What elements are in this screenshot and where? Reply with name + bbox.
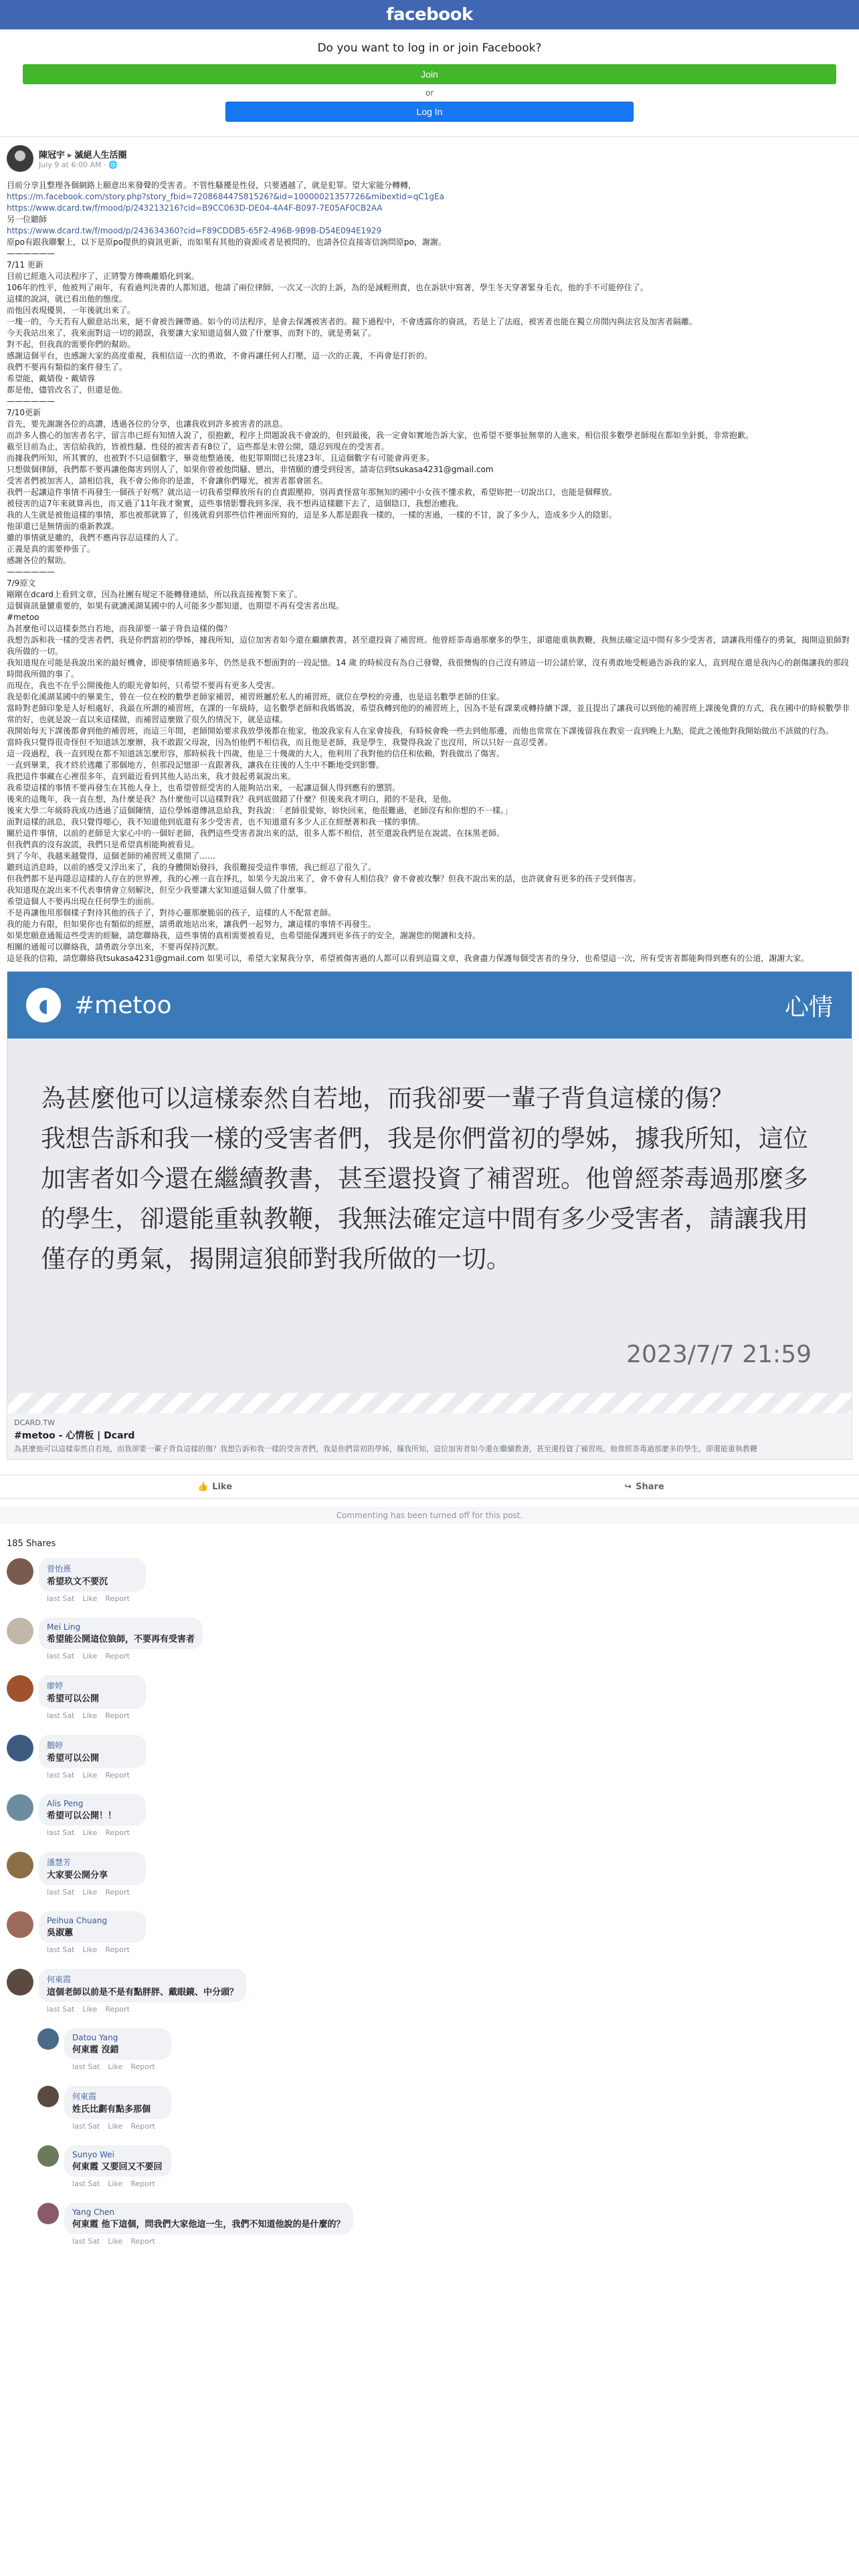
- share-bubble: [39, 1675, 146, 1709]
- share-actions: [64, 2177, 171, 2188]
- post-paragraph: 我們不要再有類似的案件發生了。: [7, 362, 128, 372]
- share-report-link[interactable]: Report: [105, 1945, 130, 1954]
- shared-link-card[interactable]: [7, 971, 852, 1460]
- share-entry: [0, 1852, 859, 1897]
- share-like-link[interactable]: Like: [108, 2237, 123, 2246]
- post-paragraph: 後來大學二年級時我成功透過了這個陳情，這位學姊還傳訊息給我，對我說：「老師很愛妳，妳快回來，他很難過，老師沒有和你想的不一樣。」: [7, 806, 513, 815]
- share-content: [39, 1969, 246, 2014]
- share-content: [39, 1794, 146, 1837]
- sharer-avatar[interactable]: [7, 1735, 33, 1761]
- share-label: Share: [636, 1481, 664, 1492]
- card-domain: DCARD.TW: [14, 1418, 55, 1427]
- share-text: 希望可以公開！！: [47, 1811, 117, 1821]
- share-text: 希望可以公開: [47, 1753, 100, 1763]
- author-avatar[interactable]: [7, 145, 33, 172]
- post-paragraph: 今天我站出來了，我來面對這一切的錯誤，我要讓大家知道這個人做了什麼事，而對下的，就是勇氣了。: [7, 328, 377, 338]
- sharer-avatar[interactable]: [7, 1911, 33, 1938]
- share-bubble: [64, 2145, 171, 2177]
- share-time[interactable]: last Sat: [47, 1828, 75, 1837]
- card-description: 為甚麼他可以這樣泰然自若地，而我卻要一輩子背負這樣的傷？我想告訴和我一樣的受害者們，我是你們當初的學姊，據我所知，這位加害者如今還在繼續教書，甚至還投資了補習班。他曾經荼毒過那麼多的學生，卻還能重執教鞭: [14, 1444, 757, 1453]
- share-content: [64, 2145, 171, 2188]
- post-paragraph: 我把這件事藏在心裡很多年，直到最近看到其他人站出來，我才鼓起勇氣說出來。: [7, 772, 296, 781]
- share-text: 大家要公開分享: [47, 1870, 108, 1881]
- share-text: 希望能公開這位狼師，不要再有受害者: [47, 1634, 195, 1644]
- card-board-name: 心情: [784, 993, 833, 1021]
- share-report-link[interactable]: Report: [105, 1652, 130, 1660]
- share-report-link[interactable]: Report: [130, 2122, 155, 2131]
- post-paragraph: 感謝這個平台，也感謝大家的高度重視，我相信這一次的勇敢，不會再讓任何人打壓，這一次的正義，不再會是打折的。: [7, 351, 433, 360]
- sharer-name[interactable]: Datou Yang: [72, 2033, 118, 2042]
- share-bubble: [39, 1852, 146, 1885]
- share-text: 希望可以公開: [47, 1694, 100, 1704]
- post-body: [7, 180, 852, 964]
- share-like-link[interactable]: Like: [82, 1771, 98, 1780]
- post-paragraph: 目前分享且整理各個網路上願意出來發聲的受害者。不管性騷擾是性侵，只要遇越了，就是犯罪。望大家能分轉轉，: [7, 181, 417, 190]
- share-report-link[interactable]: Report: [105, 2005, 130, 2014]
- share-entry: [0, 2145, 859, 2188]
- post-paragraph: 目前已經進入司法程序了，正將警方傳喚離婚化到案。: [7, 272, 200, 281]
- card-image-edge: [7, 1393, 852, 1413]
- post-paragraph: 只想做個律師，我們都不要再讓他傷害到別人了，如果你曾被他問騷、戀出，非情願的遭受到侵害，請寄信到tsukasa4231@gmail.com: [7, 465, 494, 474]
- post-paragraph: 這個資訊量蠻重要的，如果有就讀溪湖某國中的人可能多少都知道，也期望不再有受害者出現。: [7, 601, 345, 611]
- post-paragraph: 這是我的信箱，請您聯絡我tsukasa4231@gmail.com 如果可以，希望大家幫我分享，希望被傷害過的人都可以看到這篇文章，我會盡力保護每個受害者的身分，也希望這一次，所有受害者都能夠得到應有的公道，謝謝大家。: [7, 954, 809, 963]
- post-paragraph: 而許多人擔心的加害者名字，留言串已經有知情人說了，很抱歉，程序上問題說我不會說的，但到最後，我一定會如實地告訴大家，也希望不要事扯無辜的人進來，相信很多數學老師現在都如坐針氈，非常抱歉。: [7, 431, 754, 440]
- shares-list: [0, 1558, 859, 2246]
- sharer-name[interactable]: 曾怡熹: [47, 1564, 72, 1574]
- sharer-avatar[interactable]: [7, 1618, 33, 1644]
- share-content: [39, 1735, 146, 1780]
- like-label: Like: [212, 1481, 233, 1492]
- share-time[interactable]: last Sat: [47, 1652, 75, 1660]
- sharer-avatar[interactable]: [7, 1675, 33, 1702]
- share-entry: [0, 2203, 859, 2246]
- share-content: [39, 1911, 146, 1954]
- share-time[interactable]: last Sat: [47, 1888, 75, 1897]
- author-name[interactable]: 陳冠宇: [39, 150, 66, 160]
- share-content: [64, 2086, 171, 2131]
- post-paragraph: 當時對老師印象是人好相處好，我最在所謂的補習班，在課的一年級時，這名數學老師和我媽媽說，希望我轉到他的的補習班上，因為不是有課業或轉持續下課，並且提出了讓我可以到他的補習班上課後免費的方式，我在國中的時候數學非常的好，也就是說一直以來這樣做，而補習這麼做了很久的情況下，就是這樣。: [7, 704, 850, 724]
- login-button[interactable]: Log In: [225, 102, 634, 122]
- post-paragraph: 7/9原文: [7, 578, 36, 588]
- post-paragraph: 我知道現在可能是我說出來的最好機會，即使事情經過多年，仍然是我不想面對的一段記憶。14 歲 的時候沒有為自己發聲，我很懊悔的自己沒有將這一切公諸於眾，沒有勇敢地受輕過告訴我的家人，直到現在還是我內心的創傷讓我的那段時間我所做的事了。: [7, 658, 849, 679]
- arrow-right-icon: ▸: [68, 150, 72, 160]
- share-like-link[interactable]: Like: [82, 2005, 98, 2014]
- post-paragraph: 他卻還已是無情面的重新教課。: [7, 522, 120, 531]
- share-actions: [64, 2060, 171, 2071]
- sharer-name[interactable]: 何東霞: [47, 1975, 72, 1984]
- sharer-avatar[interactable]: [37, 2145, 59, 2167]
- post-paragraph: 我開始每天下課後都會到他的補習班，而這三年間，老師開始要求我放學後都在他家，他說我家有人在家會接我，有時候會晚一些去到他那邊，而他也常常在下課後留我在教室一直到晚上九點，從此之後他對我開始做出不該做的行為。: [7, 726, 834, 736]
- post-paragraph: 後來的這幾年，我一直在想，為什麼是我？為什麼他可以這樣對我？我到底做錯了什麼？但後來我才明白，錯的不是我，是他。: [7, 794, 457, 804]
- post-paragraph: 受害者們被加害人，請相信我，我不會公佈你的是誰，不會讓你們曝光，被害者都會匿名。: [7, 476, 328, 486]
- card-image-time: 2023/7/7 21:59: [626, 1341, 812, 1368]
- share-bubble: [39, 1794, 146, 1826]
- share-text: 何東霞 又要回又不要回: [72, 2162, 163, 2172]
- sharer-avatar[interactable]: [7, 1969, 33, 1996]
- author-line: [39, 148, 127, 160]
- share-arrow-icon: ↪: [624, 1481, 632, 1492]
- post-paragraph: 我們一起讓這件事情不再發生一個孩子好嗎？就出這一切我希望釋放所有的自責跟壓抑，別再責怪當年那無知的國中小女孩不懂求救，希望妳把一切說出口，也能是個釋放。: [7, 488, 617, 497]
- share-like-link[interactable]: Like: [82, 1828, 98, 1837]
- post-header: [7, 145, 852, 172]
- share-time[interactable]: last Sat: [72, 2122, 100, 2131]
- sharer-name[interactable]: 潘慧芳: [47, 1858, 72, 1867]
- like-button[interactable]: [0, 1482, 430, 1492]
- share-actions: [39, 1943, 146, 1954]
- share-like-link[interactable]: Like: [82, 1594, 98, 1603]
- post-paragraph: 7/11 更新: [7, 260, 43, 270]
- share-time[interactable]: last Sat: [72, 2237, 100, 2246]
- post-paragraph: 我知道現在說出來不代表事情會立刻解決，但至少我要讓大家知道這個人做了什麼事。: [7, 885, 312, 895]
- post-paragraph: 而他因表現優異，一年後就出來了。: [7, 306, 136, 315]
- share-actions: [39, 2002, 246, 2014]
- share-report-link[interactable]: Report: [105, 1888, 130, 1897]
- share-content: [39, 1852, 146, 1897]
- share-time[interactable]: last Sat: [72, 2062, 100, 2071]
- share-like-link[interactable]: Like: [108, 2062, 123, 2071]
- post-paragraph: 到了今年，我越來越覺得，這個老師的補習班又重開了……: [7, 851, 216, 861]
- post-paragraph: 但我們都不是再隱忍這樣的人存在的世界裡，我的心裡一直在掙扎，如果今天說出來了，會不會有人相信我？會不會被攻擊？但我不說出來的話，也許就會有更多的孩子受到傷害。: [7, 874, 642, 883]
- share-entry: [0, 1794, 859, 1837]
- share-entry: [0, 2086, 859, 2131]
- sharer-name[interactable]: Yang Chen: [72, 2208, 115, 2217]
- sharer-name[interactable]: Alis Peng: [47, 1799, 84, 1808]
- share-like-link[interactable]: Like: [82, 1945, 98, 1954]
- share-report-link[interactable]: Report: [105, 1771, 130, 1780]
- post-paragraph: 截至目前為止，害信給我的，皆被性騷、性侵的被害者有8位了，這些都是未曾公開，隱忍到現在的受害者。: [7, 442, 389, 451]
- share-bubble: [39, 1911, 146, 1943]
- sharer-avatar[interactable]: [7, 1558, 33, 1585]
- post-paragraph: 我想告訴和我一樣的受害者們，我是你們當初的學姊，據我所知，這位加害者如今還在繼續教書，甚至還投資了補習班。他曾經荼毒過那麼多的學生，卻還能重執教鞭，我無法確定這中間有多少受害者，請讓我用僅存的勇氣，揭開這狼師對我所做的一切。: [7, 635, 850, 656]
- post-actions: [0, 1475, 859, 1499]
- share-text: 這個老師以前是不是有點胖胖、戴眼鏡、中分頭？: [47, 1988, 239, 1998]
- join-button[interactable]: Join: [23, 64, 836, 84]
- post-paragraph: 首先，要先謝謝各位的高讚，透過各位的分享，也讓我收到許多被害者的訊息。: [7, 419, 288, 429]
- post-paragraph: 我是彰化溪湖某國中的畢業生，曾在一位在校的數學老師家補習，補習班屬於私人的補習班，就位在學校的旁邊，也是這名數學老師的住家。: [7, 692, 505, 702]
- share-report-link[interactable]: Report: [130, 2179, 155, 2188]
- post-paragraph: 希望能，戴婧俊・戴婧蓉: [7, 374, 96, 383]
- card-image: [7, 972, 852, 1413]
- group-name[interactable]: 滅絕人生活圈: [74, 150, 127, 160]
- share-actions: [39, 1649, 203, 1660]
- share-actions: [39, 1709, 146, 1720]
- share-actions: [39, 1768, 146, 1780]
- post-paragraph: 聽到這消息時，以前的感受又浮出來了，我的身體開始發抖，我很難接受這件事情，我已經忍了很久了。: [7, 863, 377, 872]
- share-actions: [39, 1885, 146, 1897]
- post-link[interactable]: https://m.facebook.com/story.php?story_fbid=720868447581526?&id=10000021357726&mibextid=qC1gEa: [7, 192, 444, 201]
- post-paragraph: 原po有跟我聯繫上，以下是原po提供的資訊更新，而如果有其他的資源或者是被問的，也請各位直接寄信詢問原po，謝謝。: [7, 237, 446, 247]
- card-title[interactable]: #metoo - 心情板 | Dcard: [14, 1430, 135, 1441]
- share-actions: [64, 2119, 171, 2131]
- post-paragraph: ——————: [7, 249, 55, 258]
- post-paragraph: 感謝各位的幫助。: [7, 556, 72, 565]
- share-text: 何東霞 沒錯: [72, 2045, 119, 2055]
- or-label: or: [425, 88, 434, 98]
- post-link[interactable]: https://www.dcard.tw/f/mood/p/243213216?cid=B9CC063D-DE04-4A4F-B097-7E05AF0CB2AA: [7, 203, 383, 213]
- share-bubble: [39, 1735, 146, 1768]
- post-paragraph: 我的人生就是被他這樣的事情，那也被那就算了，但後就看到那些信件裡面所寫的，這是多人都是跟我一樣的，一樣的害過，一樣的不甘，說了多少人，造成多少人的陰影。: [7, 510, 617, 520]
- post-paragraph: 這樣的說詞，就已看出他的態度。: [7, 294, 128, 304]
- post-paragraph: 我希望這樣的事情不要再發生在其他人身上，也希望曾經受害的人能夠站出來，一起讓這個人得到應有的懲罰。: [7, 783, 401, 792]
- post-paragraph: #metoo: [7, 613, 39, 622]
- sharer-avatar[interactable]: [37, 2028, 59, 2050]
- post-paragraph: 剛剛在dcard上看到文章，因為社團有規定不能轉發連結，所以我直接複製下來了。: [7, 590, 302, 599]
- share-like-link[interactable]: Like: [108, 2122, 123, 2131]
- sharer-name[interactable]: 何東霞: [72, 2092, 97, 2101]
- post-link[interactable]: https://www.dcard.tw/f/mood/p/243634360?cid=F89CDDB5-65F2-496B-9B9B-D54E094E1929: [7, 226, 382, 235]
- share-entry: [0, 1618, 859, 1660]
- share-text: 何東霞 他下這個，問我們大家他這一生，我們不知道他說的是什麼的？: [72, 2220, 345, 2230]
- share-content: [64, 2028, 171, 2071]
- share-report-link[interactable]: Report: [130, 2237, 155, 2246]
- post-paragraph: 一直到畢業，我才終於逃離了那個地方，但那段記憶卻一直跟著我，讓我在往後的人生中不斷地受到影響。: [7, 760, 385, 770]
- share-entry: [0, 1969, 859, 2014]
- share-bubble: [39, 1969, 246, 2002]
- facebook-logo[interactable]: facebook: [386, 5, 473, 25]
- post-paragraph: 對不起，但我真的需要你們的幫助。: [7, 340, 136, 349]
- post-paragraph: 7/10更新: [7, 408, 41, 417]
- thumbs-up-icon: 👍: [197, 1481, 209, 1492]
- post-paragraph: 希望這個人不要再出現在任何學生的面前。: [7, 897, 160, 906]
- share-actions: [39, 1826, 146, 1837]
- sharer-avatar[interactable]: [37, 2203, 59, 2224]
- dcard-logo-icon: ◖: [26, 988, 61, 1023]
- post-paragraph: 這一段過程，我一直到現在都不知道該怎麼形容，那時候我十四歲，他是三十幾歲的大人，他利用了我對他的信任和依賴，對我做出了傷害。: [7, 749, 505, 758]
- share-entry: [0, 1911, 859, 1954]
- post-paragraph: 相關的通報可以聯絡我，請勇敢分享出來，不要再保持沉默。: [7, 942, 224, 952]
- share-actions: [39, 1592, 146, 1603]
- share-text: 希望玖文不要沉: [47, 1577, 108, 1587]
- shares-count: 185 Shares: [7, 1539, 56, 1549]
- share-actions: [64, 2234, 353, 2246]
- share-time[interactable]: last Sat: [47, 1945, 75, 1954]
- share-content: [39, 1618, 203, 1660]
- share-like-link[interactable]: Like: [82, 1888, 98, 1897]
- post-paragraph: 為甚麼他可以這樣泰然自若地，而我卻要一輩子背負這樣的傷？: [7, 624, 232, 633]
- post-paragraph: 被侵害的這7年來就算再也，而又過了11年我才聚實，這些事情影響我到多深，我不想再這樣聽下去了，這個陰口，我想治癒我。: [7, 499, 464, 508]
- card-image-header: [7, 972, 852, 1039]
- comments-off-notice: Commenting has been turned off for this post.: [0, 1507, 859, 1524]
- share-entry: [0, 1558, 859, 1603]
- facebook-topbar: [0, 0, 859, 29]
- sharer-avatar[interactable]: [37, 2086, 59, 2107]
- share-text: 姓氏比劃有點多那個: [72, 2105, 151, 2115]
- share-content: [64, 2203, 353, 2246]
- share-time[interactable]: last Sat: [47, 2005, 75, 2014]
- post-paragraph: 正義是真的需要伸張了。: [7, 544, 96, 554]
- sharer-name[interactable]: 鵝婷: [47, 1741, 64, 1750]
- share-bubble: [64, 2086, 171, 2119]
- sharer-name[interactable]: Peihua Chuang: [47, 1916, 108, 1925]
- sharer-name[interactable]: 廖婷: [47, 1681, 64, 1691]
- post-paragraph: 都是他，儘管改名了，但還是他。: [7, 385, 128, 395]
- post-paragraph: 如果您願意通報這些受害的經驗，請您聯絡我，這些事情的真相需要被看見，也希望能保護到更多孩子的安全，謝謝您的閱讀和支持。: [7, 931, 481, 940]
- post-paragraph: 我的能力有限，但如果你也有類似的經歷，請勇敢地站出來，讓我們一起努力，讓這樣的事情不再發生。: [7, 920, 377, 929]
- share-entry: [0, 2028, 859, 2071]
- divider: [0, 136, 859, 137]
- post-paragraph: 而據我們所知，所其實的，也被對不只這個數字，畢竟他整過後，他犯罪期間已長達23年，且這個數字有可能會再更多。: [7, 453, 435, 463]
- card-info: [7, 1413, 852, 1459]
- share-content: [39, 1558, 146, 1603]
- share-entry: [0, 1735, 859, 1780]
- login-prompt: [0, 29, 859, 127]
- share-report-link[interactable]: Report: [130, 2062, 155, 2071]
- share-report-link[interactable]: Report: [105, 1594, 130, 1603]
- post-paragraph: 另一位聽師: [7, 215, 47, 224]
- post: [0, 145, 859, 1460]
- share-time[interactable]: last Sat: [47, 1594, 75, 1603]
- post-paragraph: 面對這樣的訊息，我只覺得噁心，我不知道他到底還有多少受害者，也不知道還有多少人正在經歷著和我一樣的事情。: [7, 817, 425, 827]
- post-paragraph: 但我們真的沒有說謊，我們只是希望真相能夠被看見。: [7, 840, 200, 849]
- share-content: [39, 1675, 146, 1720]
- post-paragraph: 雖的事情就是雖的，我們不應再容忍這樣的人了。: [7, 533, 184, 542]
- share-bubble: [64, 2028, 171, 2060]
- share-time[interactable]: last Sat: [47, 1771, 75, 1780]
- sharer-name[interactable]: Sunyo Wei: [72, 2150, 114, 2159]
- share-report-link[interactable]: Report: [105, 1828, 130, 1837]
- share-bubble: [64, 2203, 353, 2234]
- card-image-text: 為甚麼他可以這樣泰然自若地，而我卻要一輩子背負這樣的傷？ 我想告訴和我一樣的受害者們，我是你們當初的學姊，據我所知，這位加害者如今還在繼續教書，甚至還投資了補習班。他曾經荼毒過那麼多的學生，卻還能重執教鞭，我無法確定這中間有多少受害者，請讓我用僅存的勇氣，揭開這狼師對我所做的一切。: [41, 1084, 808, 1273]
- sharer-name[interactable]: Mei Ling: [47, 1622, 81, 1632]
- post-paragraph: 當時我只覺得很奇怪但不知道該怎麼辦，我不敢跟父母說，因為怕他們不相信我，而且他是老師，我是學生，我覺得我說了也沒用，所以只好一直忍受著。: [7, 738, 553, 747]
- post-paragraph: ——————: [7, 397, 55, 406]
- share-like-link[interactable]: Like: [82, 1652, 98, 1660]
- post-paragraph: ——————: [7, 567, 55, 576]
- share-like-link[interactable]: Like: [108, 2179, 123, 2188]
- post-paragraph: 而現在，我也不在乎公開後他人的眼光會如何，只希望不要再有更多人受害。: [7, 681, 280, 690]
- share-text: 吳淑蕙: [47, 1928, 74, 1938]
- sharer-avatar[interactable]: [7, 1794, 33, 1821]
- post-paragraph: 不是再讓他用那個樣子對待其他的孩子了，對待心靈那麼脆弱的孩子，這樣的人不配當老師。: [7, 908, 337, 918]
- share-report-link[interactable]: Report: [105, 1711, 130, 1720]
- post-paragraph: 一塊一的，今天若有人願意站出來，絕不會被告鍊帶過。如今的司法程序，是會去保護被害者的。鏡下過程中，不會透露你的資訊，若是上了法庭，被害者也能在獨立房間內與法官及加害者隔離。: [7, 317, 698, 326]
- sharer-avatar[interactable]: [7, 1852, 33, 1879]
- post-paragraph: 關於這件事情，以前的老師是大家心中的一個好老師，我們這些受害者說出來的話，很多人都不相信，甚至還說我們是在說謊、在抹黑老師。: [7, 829, 505, 838]
- post-timestamp[interactable]: July 9 at 6:00 AM · 🌐: [39, 160, 118, 169]
- card-hashtag: #metoo: [74, 991, 172, 1019]
- share-button[interactable]: [430, 1482, 859, 1492]
- post-paragraph: 106年的性平，他被判了兩年，有看過判決書的人都知道，他請了兩位律師，一次又一次的上訴，為的是減輕刑責，也在訴狀中寫著，學生冬天穿著緊身毛衣，他的手不可能停住了。: [7, 283, 648, 292]
- login-question: Do you want to log in or join Facebook?: [317, 41, 542, 55]
- share-like-link[interactable]: Like: [82, 1711, 98, 1720]
- share-time[interactable]: last Sat: [72, 2179, 100, 2188]
- share-entry: [0, 1675, 859, 1720]
- share-bubble: [39, 1618, 203, 1649]
- share-bubble: [39, 1558, 146, 1592]
- share-time[interactable]: last Sat: [47, 1711, 75, 1720]
